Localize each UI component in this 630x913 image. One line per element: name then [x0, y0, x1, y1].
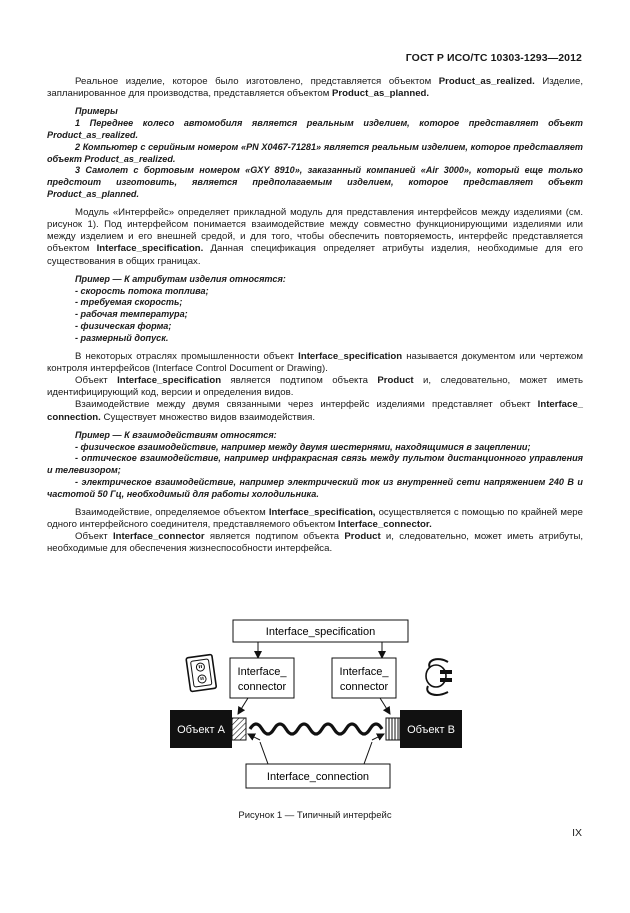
interface-specification-label: Interface_specification: [265, 626, 376, 638]
left-connector-label-line2: connector: [237, 681, 287, 693]
interface-connection-label: Interface_connection: [266, 771, 370, 783]
list-item: - рабочая температура;: [75, 309, 188, 320]
document-body: [47, 76, 583, 555]
cable-left-arrow: [248, 734, 260, 740]
figure-caption: Рисунок 1 — Типичный интерфейс: [238, 810, 392, 821]
paragraph-4: Объект Interface_specification является подтипом объекта Product и, следовательно, может иметь идентифицирующий код, версии и определения видов.: [47, 374, 584, 399]
examples-heading: Примеры: [75, 106, 118, 117]
paragraph-1: Реальное изделие, которое было изготовлено, представляется объектом Product_as_realized. Изделие, запланированное для производства, представляется объектом Product_as_planned.: [47, 76, 583, 100]
right-connector-label-line1: Interface_: [339, 666, 389, 678]
cable-right-arrow: [372, 734, 384, 740]
plug-icon: [426, 659, 452, 695]
interface-diagram: [160, 610, 480, 808]
document-header: ГОСТ Р ИСО/ТС 10303-1293—2012: [405, 52, 582, 64]
attribute-list: [47, 286, 583, 345]
connection-line-right: [364, 742, 372, 764]
object-a-label: Объект A: [177, 724, 225, 736]
paragraph-3: В некоторых отраслях промышленности объект Interface_specification называется документом или чертежом контроля интерфейсов (Interface Control Document or Drawing).: [47, 350, 583, 374]
connection-line-left: [260, 742, 268, 764]
list-item: - размерный допуск.: [75, 332, 169, 343]
right-connector-arrow: [380, 698, 390, 714]
paragraph-7: Объект Interface_connector является подтипом объекта Product и, следовательно, может иметь атрибуты, необходимые для обеспечения жизнеспособности интерфейса.: [47, 530, 583, 555]
examples-block-1: [47, 106, 583, 200]
left-physical-connector: [232, 718, 246, 740]
right-connector-label-line2: connector: [339, 681, 389, 693]
example-heading: Пример — К атрибутам изделия относятся:: [75, 273, 286, 284]
paragraph-5: Взаимодействие между двумя связанными через интерфейс изделиями представляет объект Interface_ connection. Существует множество видов взаимодействия.: [47, 399, 583, 423]
example-item: - физическое взаимодействие, например между двумя шестернями, находящимися в зацеплении;: [75, 441, 531, 452]
left-connector-arrow: [238, 698, 248, 714]
wall-socket-icon: [186, 654, 216, 691]
list-item: - требуемая скорость;: [75, 297, 183, 308]
list-item: - скорость потока топлива;: [75, 285, 209, 296]
example-heading: Пример — К взаимодействиям относятся:: [75, 429, 277, 440]
example-item: - электрическое взаимодействие, например электрический ток из внутренней сети напряжением 240 В и частотой 50 Гц, необходимый для работы холодильника.: [47, 476, 583, 499]
right-physical-connector: [386, 718, 400, 740]
connection-cable: [250, 724, 382, 734]
example-block-3: [47, 430, 583, 501]
example-item: 1 Переднее колесо автомобиля является реальным изделием, которое представляет объект Product_as_realized.: [47, 118, 583, 140]
object-b-label: Объект B: [407, 724, 455, 736]
left-connector-label-line1: Interface_: [237, 666, 287, 678]
example-item: 2 Компьютер с серийным номером «PN X0467-71281» является реальным изделием, которое представляет объект Product_as_realized.: [47, 141, 583, 164]
paragraph-2: Модуль «Интерфейс» определяет прикладной модуль для представления интерфейсов между изделиями (см. рисунок 1). Под интерфейсом понимается взаимодействие между совместно функционирующими изделиями или между изделием и его внешней средой, и для того, чтобы обеспечить повторяемость, интерфейс представляется объектом Interface_specification. Данная спецификация определяет атрибуты изделия, необходимые для его существования в общих границах.: [47, 206, 583, 267]
page-number: IX: [572, 827, 582, 839]
example-item: 3 Самолет с бортовым номером «GXY 8910», заказанный компанией «Air 3000», который еще только предстоит изготовить, является предполагаемым изделием, которое представляет объект Product_as_planned.: [47, 165, 583, 199]
example-block-2: [47, 274, 583, 345]
paragraph-6: Взаимодействие, определяемое объектом Interface_specification, осуществляется с помощью по крайней мере одного интерфейсного соединителя, представляемого объектом Interface_connector.: [47, 506, 583, 530]
example-item: - оптическое взаимодействие, например инфракрасная связь между пультом дистанционного управления и телевизором;: [47, 453, 583, 476]
list-item: - физическая форма;: [75, 320, 172, 331]
